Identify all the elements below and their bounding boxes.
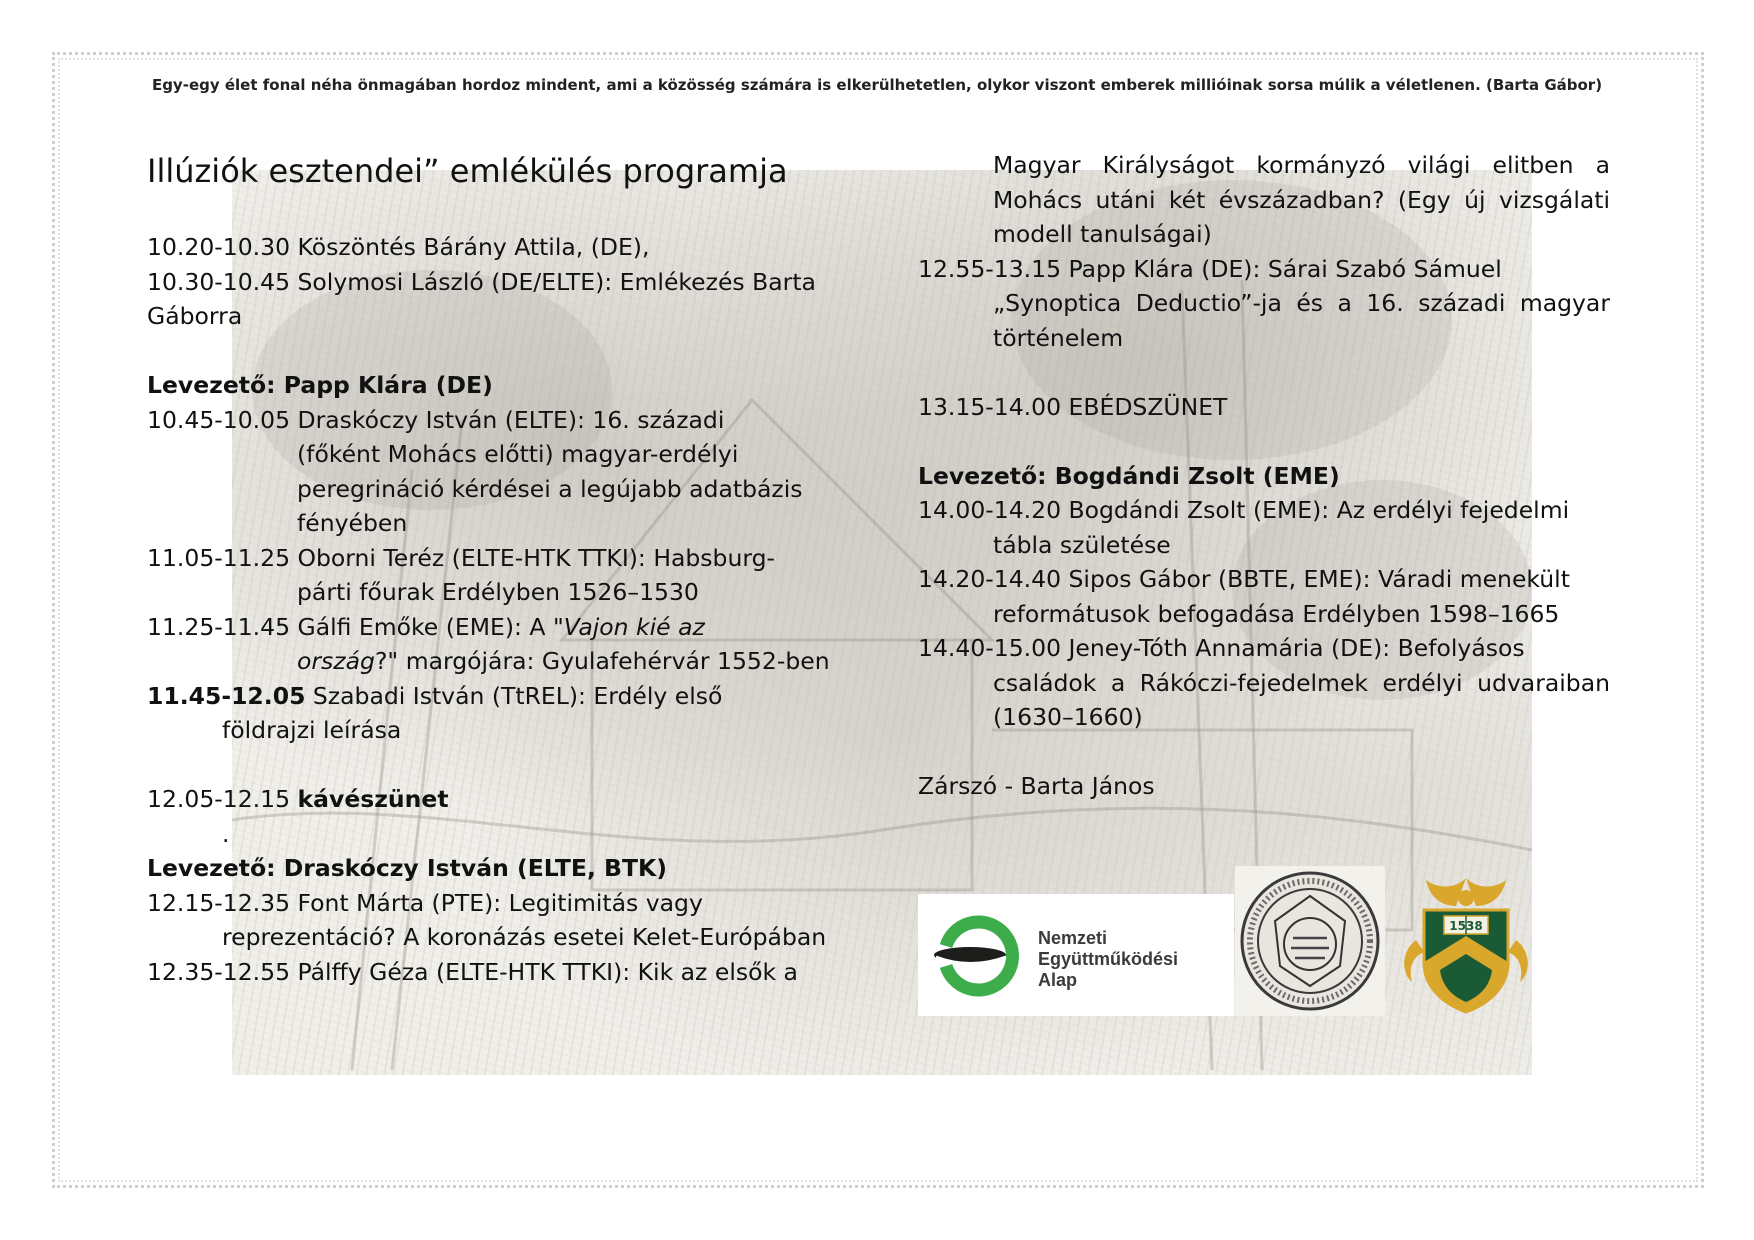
- nea-wordmark: Nemzeti Együttműködési Alap: [1038, 928, 1179, 990]
- university-crest: [1396, 870, 1536, 1015]
- historical-society-seal-icon: [1235, 866, 1385, 1016]
- session-chair-1: Levezető: Papp Klára (DE): [147, 371, 493, 399]
- program-item-papp-cont: történelem: [993, 323, 1124, 352]
- program-item-sipos: 14.20-14.40 Sipos Gábor (BBTE, EME): Váradi menekült: [918, 565, 1570, 593]
- program-item-remembrance: 10.30-10.45 Solymosi László (DE/ELTE): Emlékezés Barta: [147, 267, 816, 296]
- nea-emblem-icon: [918, 894, 1028, 1016]
- session-chair-3: Levezető: Bogdándi Zsolt (EME): [918, 461, 1340, 490]
- program-item-galfi-cont: ország?" margójára: Gyulafehérvár 1552-ben: [297, 647, 830, 675]
- program-item-draskoczy-cont: (főként Mohács előtti) magyar-erdélyi: [297, 440, 739, 468]
- session-chair-2: Levezető: Draskóczy István (ELTE, BTK): [147, 854, 667, 882]
- program-item-papp: 12.55-13.15 Papp Klára (DE): Sárai Szabó Sámuel: [918, 254, 1502, 283]
- crest-years: 1538: [1449, 919, 1483, 933]
- closing-remarks: Zárszó - Barta János: [918, 772, 1155, 800]
- program-item-galfi: 11.25-11.45 Gálfi Emőke (EME): A "Vajon kié az: [147, 612, 705, 641]
- program-item-jeney-toth-cont: (1630–1660): [993, 703, 1143, 731]
- program-item-bogdandi: 14.00-14.20 Bogdándi Zsolt (EME): Az erdélyi fejedelmi: [918, 496, 1570, 524]
- program-item-opening: 10.20-10.30 Köszöntés Bárány Attila, (DE),: [147, 233, 650, 261]
- program-item-draskoczy-cont: fényében: [297, 509, 408, 537]
- program-item-jeney-toth: 14.40-15.00 Jeney-Tóth Annamária (DE): Befolyásos: [918, 634, 1525, 662]
- header-quote: Egy-egy élet fonal néha önmagában hordoz mindent, ami a közösség számára is elkerülhetetlen, olykor viszont emberek millióinak sorsa múlik a véletlenen. (Barta Gábor): [151, 76, 1603, 94]
- program-item-papp-cont: „Synoptica Deductio”-ja és a 16. századi magyar: [993, 289, 1610, 317]
- program-item-bogdandi-cont: tábla születése: [993, 530, 1171, 559]
- sponsor-logos: [918, 866, 1538, 1016]
- program-item-szabadi-cont: földrajzi leírása: [222, 716, 402, 744]
- program-item-lunch: 13.15-14.00 EBÉDSZÜNET: [918, 392, 1228, 421]
- program-item-font-cont: reprezentáció? A koronázás esetei Kelet-Európában: [222, 923, 827, 951]
- program-item-palffy-cont: Magyar Királyságot kormányzó világi elitben a: [993, 151, 1610, 179]
- program-item-palffy: 12.35-12.55 Pálffy Géza (ELTE-HTK TTKI): Kik az elsők a: [147, 957, 798, 986]
- program-item-coffee-break: 12.05-12.15 kávészünet: [147, 785, 449, 813]
- program-left-column: [147, 230, 832, 989]
- program-item-font: 12.15-12.35 Font Márta (PTE): Legitimitás vagy: [147, 888, 703, 917]
- program-item-remembrance-cont: Gáborra: [147, 302, 243, 330]
- page-title: Illúziók esztendei” emlékülés programja: [147, 152, 788, 190]
- separator-dot: .: [222, 819, 230, 848]
- nea-logo: [918, 894, 1234, 1016]
- program-item-oborni: 11.05-11.25 Oborni Teréz (ELTE-HTK TTKI): Habsburg-: [147, 543, 776, 572]
- program-item-jeney-toth-cont: családok a Rákóczi-fejedelmek erdélyi udvaraiban: [993, 668, 1610, 697]
- program-item-draskoczy: 10.45-10.05 Draskóczy István (ELTE): 16. századi: [147, 405, 725, 434]
- program-item-draskoczy-cont: peregrináció kérdései a legújabb adatbázis: [297, 474, 803, 503]
- program-item-szabadi: 11.45-12.05 Szabadi István (TtREL): Erdély első: [147, 681, 723, 710]
- program-item-oborni-cont: párti főurak Erdélyben 1526–1530: [297, 578, 699, 606]
- program-item-palffy-cont: modell tanulságai): [993, 220, 1212, 248]
- program-item-palffy-cont: Mohács utáni két évszázadban? (Egy új vizsgálati: [993, 185, 1610, 214]
- program-item-sipos-cont: reformátusok befogadása Erdélyben 1598–1665: [993, 599, 1560, 628]
- program-right-column: [918, 148, 1610, 804]
